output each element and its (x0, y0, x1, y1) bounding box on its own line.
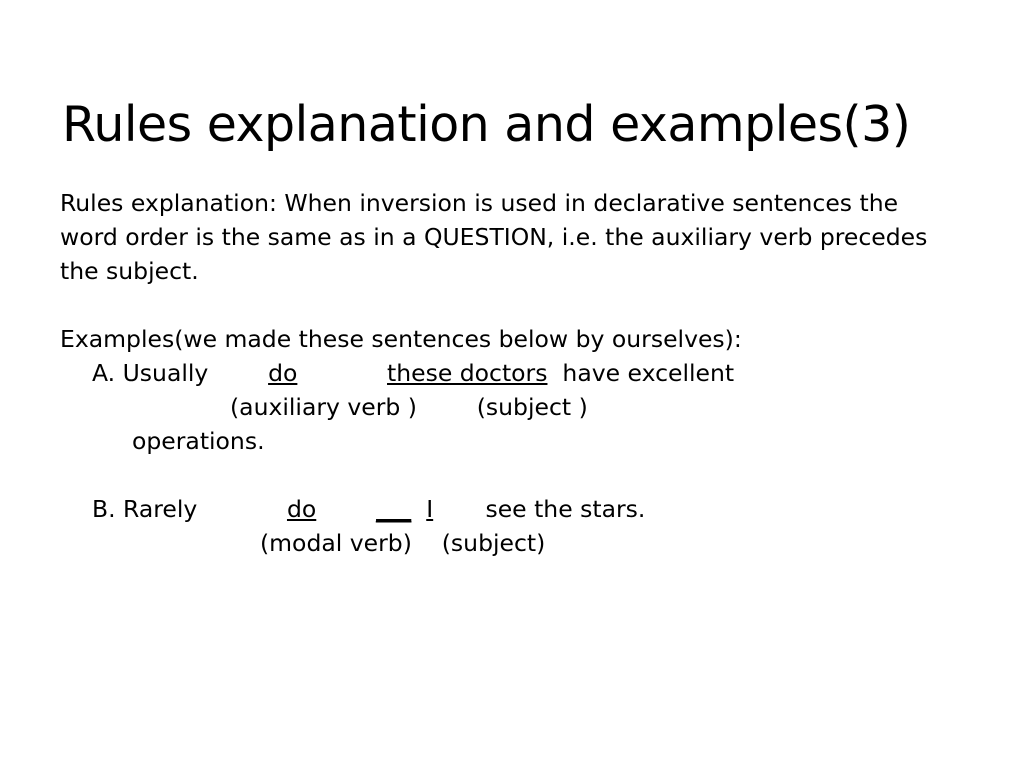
example-a-tail: have excellent (562, 359, 735, 387)
example-b-tail: see the stars. (485, 495, 646, 523)
example-a-auxiliary-word: do (268, 359, 298, 387)
example-spacer (60, 458, 980, 492)
example-b-annotation-subject: (subject) (441, 529, 546, 557)
paragraph-spacer (60, 288, 980, 322)
rules-explanation-paragraph: Rules explanation: When inversion is used in declarative sentences the word order is the same as in a QUESTION, i.e. the auxiliary verb precedes the subject. (60, 189, 928, 285)
example-a-annotation-subject: (subject ) (476, 393, 588, 421)
slide-body (60, 186, 980, 560)
example-b-line1 (60, 492, 980, 526)
example-b-annotations (60, 526, 980, 560)
example-b-annotation-modal: (modal verb) (260, 529, 412, 557)
example-a-line1 (60, 356, 980, 390)
example-a-continuation: operations. (132, 427, 265, 455)
example-b-blank: ___ (376, 495, 412, 523)
example-a-annotations (60, 390, 980, 424)
example-a-annotation-auxiliary: (auxiliary verb ) (230, 393, 417, 421)
example-a-label: A. Usually (92, 359, 209, 387)
example-b-label: B. Rarely (92, 495, 198, 523)
example-a-subject-phrase: these doctors (387, 359, 548, 387)
example-b-modal-word: do (286, 495, 317, 523)
page-title: Rules explanation and examples(3) (62, 95, 911, 153)
example-b-subject-word: I (426, 495, 434, 523)
examples-intro-text: Examples(we made these sentences below by ourselves): (60, 325, 742, 353)
